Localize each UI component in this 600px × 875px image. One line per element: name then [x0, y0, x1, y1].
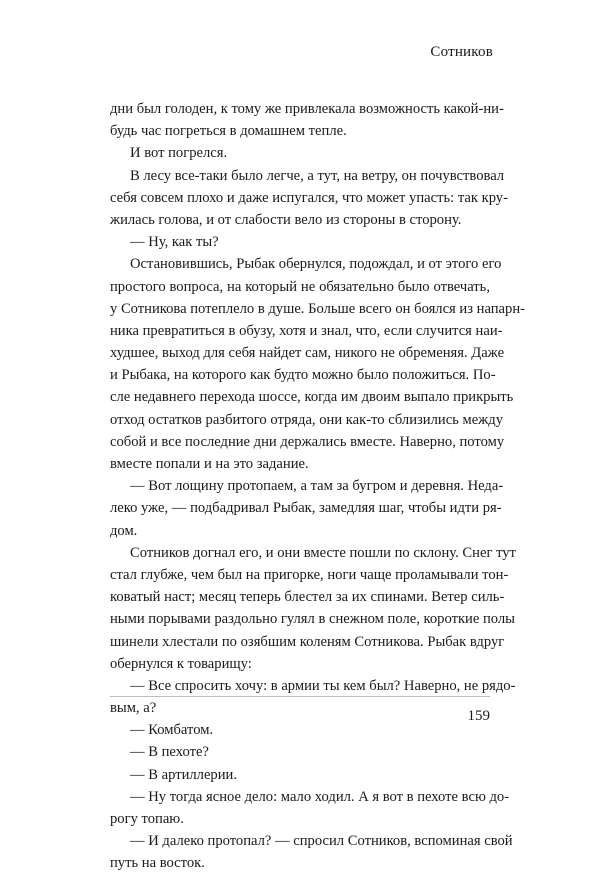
text-line: себя совсем плохо и даже испугался, что может упасть: так кру- — [110, 189, 508, 206]
running-title: Сотников — [430, 44, 493, 60]
text-line: жилась голова, и от слабости вело из стороны в сторону. — [110, 211, 462, 228]
text-line: — Все спросить хочу: в армии ты кем был? Наверно, не рядо- — [130, 677, 516, 694]
text-line: Остановившись, Рыбак обернулся, подождал, и от этого его — [130, 256, 502, 273]
text-line: обернулся к товарищу: — [110, 655, 252, 672]
text-line: — Вот лощину протопаем, а там за бугром и деревня. Неда- — [130, 478, 504, 495]
text-line: ными порывами раздольно гулял в снежном поле, короткие полы — [110, 611, 515, 628]
text-line: вым, а? — [110, 700, 157, 717]
text-line: дом. — [110, 522, 138, 539]
text-line: дни был голоден, к тому же привлекала возможность какой-ни- — [110, 101, 504, 117]
page-number: 159 — [467, 708, 490, 724]
text-line: — Комбатом. — [130, 722, 214, 739]
text-line: — Ну тогда ясное дело: мало ходил. А я вот в пехоте всю до- — [130, 788, 510, 805]
text-line: шинели хлестали по озябшим коленям Сотникова. Рыбак вдруг — [110, 633, 505, 650]
text-line: стал глубже, чем был на пригорке, ноги чаще проламывали тон- — [110, 566, 509, 583]
text-line: будь час погреться в домашнем тепле. — [110, 123, 347, 140]
text-line: худшее, выход для себя найдет сам, никого не обременяя. Даже — [110, 345, 505, 362]
text-line: Сотников догнал его, и они вместе пошли по склону. Снег тут — [130, 544, 516, 561]
text-line: ника превратиться в обузу, хотя и знал, что, если случится наи- — [110, 322, 503, 339]
text-line: — В пехоте? — [130, 744, 209, 761]
text-line: простого вопроса, на который не обязательно было отвечать, — [110, 278, 490, 295]
text-line: В лесу все-таки было легче, а тут, на ветру, он почувствовал — [130, 167, 505, 184]
text-line: отход остатков разбитого отряда, они как-то сблизились между — [110, 411, 503, 428]
body-text — [110, 98, 525, 875]
text-line: И вот погрелся. — [130, 145, 228, 162]
text-line: у Сотникова потеплело в душе. Больше всего он боялся из напарн- — [110, 300, 525, 317]
text-line: путь на восток. — [110, 855, 205, 872]
text-line: вместе попали и на это задание. — [110, 456, 309, 472]
text-line: и Рыбака, на которого как будто можно было положиться. По- — [110, 367, 496, 384]
text-line: леко уже, — подбадривал Рыбак, замедляя шаг, чтобы идти ря- — [110, 500, 502, 517]
text-line: — И далеко протопал? — спросил Сотников, вспоминая свой — [130, 833, 513, 850]
text-line: сле недавнего перехода шоссе, когда им двоим выпало прикрыть — [110, 389, 514, 406]
text-line: — В артиллерии. — [130, 766, 238, 783]
text-line: рогу топаю. — [110, 811, 184, 827]
text-line: — Ну, как ты? — [130, 234, 219, 251]
footer-rule — [110, 696, 490, 697]
text-line: собой и все последние дни держались вместе. Наверно, потому — [110, 433, 505, 450]
text-line: коватый наст; месяц теперь блестел за их спинами. Ветер силь- — [110, 589, 505, 606]
